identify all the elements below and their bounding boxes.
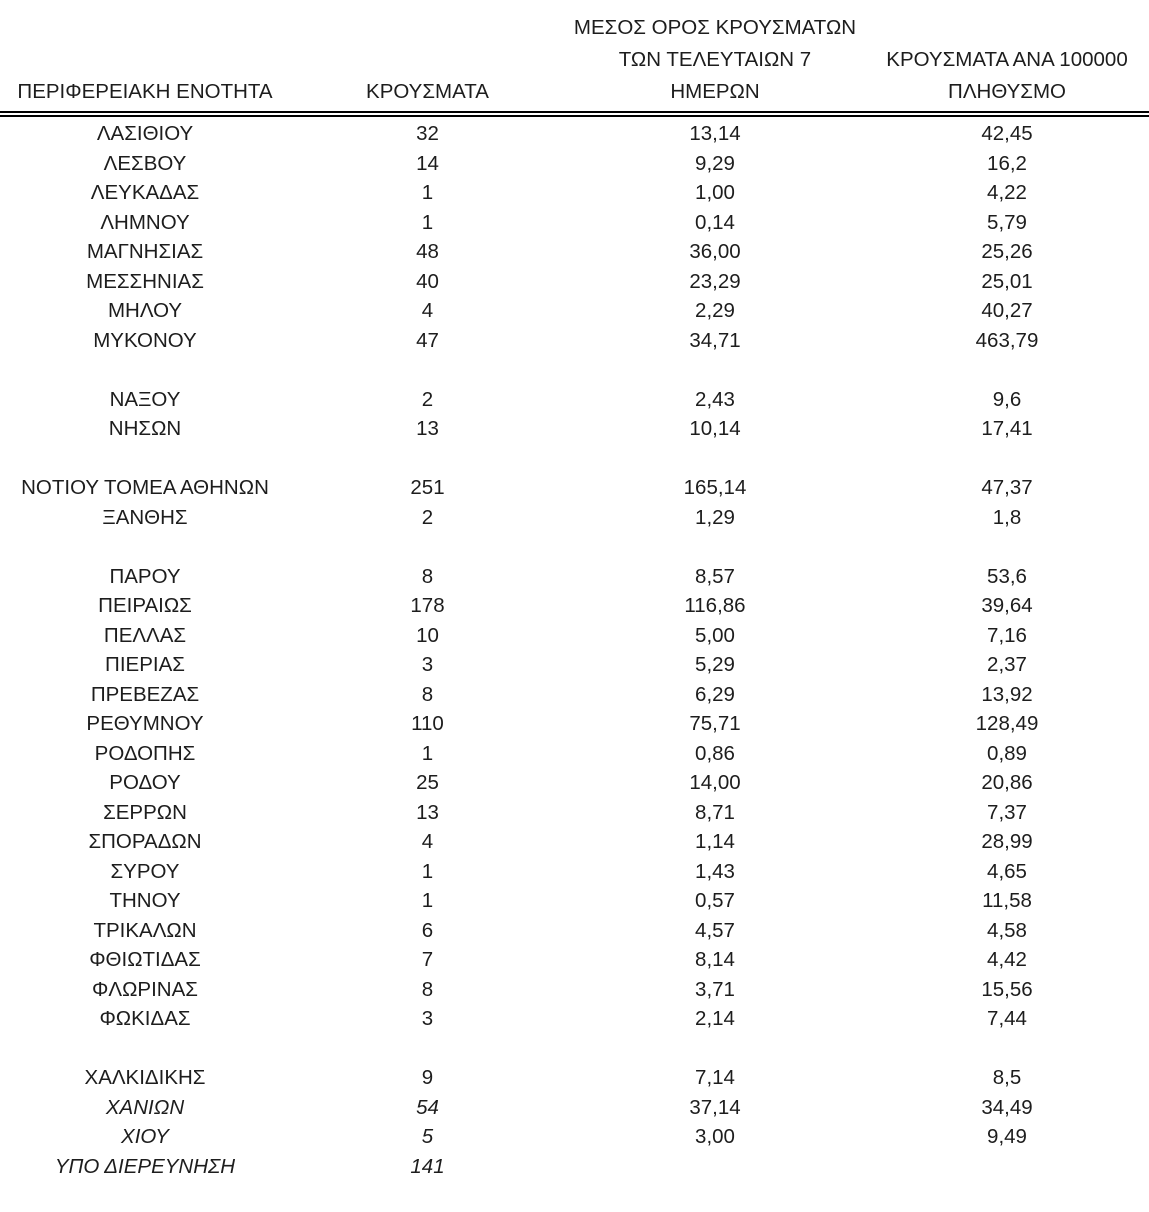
region-cell: ΝΗΣΩΝ [108, 417, 182, 440]
avg7-cell [565, 1152, 865, 1182]
per100k-cell: 0,89 [987, 741, 1027, 765]
cases-cell: 3 [421, 1007, 434, 1030]
per100k-cell: 34,49 [981, 1095, 1033, 1119]
cases-cell: 54 [416, 1095, 439, 1119]
avg7-cell: 5,29 [695, 653, 735, 676]
table-row [0, 114, 1149, 149]
region-cell: ΡΟΔΟΠΗΣ [94, 741, 196, 765]
cases-cell: 1 [421, 859, 434, 883]
avg7-cell: 116,86 [684, 594, 746, 617]
spacer-cell [0, 1034, 1149, 1064]
per100k-cell: 53,6 [987, 564, 1027, 588]
avg7-cell: 2,43 [695, 387, 735, 411]
per100k-cell: 4,58 [987, 918, 1027, 942]
avg7-cell: 7,14 [695, 1066, 735, 1089]
cases-cell: 141 [410, 1154, 445, 1178]
avg7-cell: 8,71 [695, 800, 735, 824]
per100k-cell: 47,37 [981, 476, 1033, 499]
table-row [0, 827, 1149, 857]
table-row [0, 886, 1149, 916]
table-row [0, 798, 1149, 828]
cases-cell: 1 [421, 741, 434, 765]
region-cell: ΛΗΜΝΟΥ [100, 210, 190, 234]
table-row [0, 503, 1149, 533]
per100k-cell: 7,44 [987, 1007, 1027, 1030]
region-cell: ΜΗΛΟΥ [107, 299, 183, 322]
table-row [0, 680, 1149, 710]
avg7-cell: 1,29 [695, 505, 735, 529]
table-row [0, 178, 1149, 208]
cases-cell: 1 [421, 210, 434, 234]
per100k-cell: 9,6 [992, 387, 1022, 411]
cases-cell: 8 [421, 564, 434, 588]
avg7-cell: 13,14 [689, 122, 741, 145]
cases-cell: 14 [416, 151, 439, 175]
region-cell: ΤΗΝΟΥ [109, 889, 181, 912]
avg7-cell: 4,57 [695, 918, 735, 942]
regional-unit-cases-table [0, 12, 1149, 1181]
cases-cell: 13 [416, 800, 439, 824]
per100k-cell: 9,49 [987, 1125, 1027, 1148]
region-cell: ΜΥΚΟΝΟΥ [93, 328, 197, 352]
table-row [0, 916, 1149, 946]
column-header-region-label: ΠΕΡΙΦΕΡΕΙΑΚΗ ΕΝΟΤΗΤΑ [17, 80, 273, 103]
per100k-cell: 7,16 [987, 623, 1027, 647]
avg7-cell: 2,14 [695, 1007, 735, 1030]
spacer-cell [0, 444, 1149, 474]
region-cell: ΛΑΣΙΘΙΟΥ [96, 122, 194, 145]
spacer-cell [0, 355, 1149, 385]
per100k-cell: 4,42 [987, 948, 1027, 971]
region-cell: ΦΩΚΙΔΑΣ [99, 1007, 191, 1030]
per100k-cell: 4,65 [987, 859, 1027, 883]
column-header-cases-label: ΚΡΟΥΣΜΑΤΑ [366, 80, 489, 103]
table-row [0, 591, 1149, 621]
region-cell: ΡΕΘΥΜΝΟΥ [86, 712, 204, 735]
cases-cell: 4 [421, 830, 434, 853]
avg7-cell: 37,14 [689, 1095, 741, 1119]
table-row [0, 149, 1149, 179]
per100k-cell: 25,26 [981, 240, 1033, 263]
table-row [0, 945, 1149, 975]
per100k-cell: 28,99 [981, 830, 1033, 853]
avg7-cell: 0,57 [695, 889, 735, 912]
region-cell: ΝΟΤΙΟΥ ΤΟΜΕΑ ΑΘΗΝΩΝ [21, 476, 269, 499]
column-header-cases [290, 12, 565, 114]
region-cell: ΦΛΩΡΙΝΑΣ [92, 977, 198, 1001]
per100k-cell: 1,8 [992, 505, 1022, 529]
cases-cell: 32 [416, 122, 439, 145]
per100k-cell: 128,49 [975, 712, 1039, 735]
avg7-cell: 3,71 [695, 977, 735, 1001]
per100k-cell: 15,56 [981, 977, 1033, 1001]
per100k-cell [865, 1152, 1149, 1182]
region-cell: ΧΑΛΚΙΔΙΚΗΣ [84, 1066, 206, 1089]
table-row [0, 1152, 1149, 1182]
column-header-avg7-line1: ΜΕΣΟΣ ΟΡΟΣ ΚΡΟΥΣΜΑΤΩΝ [573, 16, 857, 39]
avg7-cell: 14,00 [689, 771, 741, 794]
column-header-per100k-line2: ΠΛΗΘΥΣΜΟ [948, 80, 1066, 103]
table-row [0, 385, 1149, 415]
cases-cell: 8 [421, 682, 434, 706]
cases-cell: 2 [421, 387, 434, 411]
avg7-cell: 23,29 [689, 269, 741, 293]
table-row [0, 237, 1149, 267]
table-row [0, 709, 1149, 739]
per100k-cell: 4,22 [987, 181, 1027, 204]
per100k-cell: 42,45 [981, 122, 1033, 145]
region-cell: ΜΕΣΣΗΝΙΑΣ [86, 269, 204, 293]
region-cell: ΤΡΙΚΑΛΩΝ [93, 918, 197, 942]
per100k-cell: 17,41 [981, 417, 1033, 440]
table-row [0, 739, 1149, 769]
region-cell: ΠΡΕΒΕΖΑΣ [90, 682, 200, 706]
avg7-cell: 5,00 [695, 623, 735, 647]
cases-cell: 251 [410, 476, 445, 499]
region-cell: ΣΕΡΡΩΝ [103, 800, 187, 824]
cases-cell: 178 [410, 594, 445, 617]
cases-cell: 2 [421, 505, 434, 529]
per100k-cell: 16,2 [987, 151, 1027, 175]
per100k-cell: 463,79 [975, 328, 1039, 352]
table-row [0, 473, 1149, 503]
cases-cell: 25 [416, 771, 439, 794]
table-row [0, 650, 1149, 680]
avg7-cell: 0,86 [695, 741, 735, 765]
avg7-cell: 1,14 [695, 830, 735, 853]
cases-cell: 40 [416, 269, 439, 293]
cases-cell: 3 [421, 653, 434, 676]
spacer-row [0, 1034, 1149, 1064]
cases-cell: 4 [421, 299, 434, 322]
avg7-cell: 2,29 [695, 299, 735, 322]
table-row [0, 1093, 1149, 1123]
avg7-cell: 10,14 [689, 417, 741, 440]
region-cell: ΛΕΣΒΟΥ [103, 151, 187, 175]
avg7-cell: 9,29 [695, 151, 735, 175]
cases-cell: 5 [421, 1125, 434, 1148]
cases-cell: 10 [416, 623, 439, 647]
per100k-cell: 20,86 [981, 771, 1033, 794]
region-cell: ΧΙΟΥ [121, 1125, 169, 1148]
cases-cell: 1 [421, 889, 434, 912]
spacer-row [0, 532, 1149, 562]
avg7-cell: 1,00 [695, 181, 735, 204]
column-header-per100k-line1: ΚΡΟΥΣΜΑΤΑ ΑΝΑ 100000 [886, 48, 1128, 71]
per100k-cell: 40,27 [981, 299, 1033, 322]
report-page [0, 12, 1149, 1212]
header-row [0, 12, 1149, 114]
table-row [0, 857, 1149, 887]
avg7-cell: 8,14 [695, 948, 735, 971]
column-header-avg7 [565, 12, 865, 114]
cases-cell: 13 [416, 417, 439, 440]
avg7-cell: 34,71 [689, 328, 741, 352]
region-cell: ΡΟΔΟΥ [109, 771, 181, 794]
per100k-cell: 11,58 [982, 889, 1032, 912]
avg7-cell: 75,71 [689, 712, 741, 735]
region-cell: ΜΑΓΝΗΣΙΑΣ [86, 240, 204, 263]
table-body [0, 114, 1149, 1181]
table-row [0, 562, 1149, 592]
cases-cell: 47 [416, 328, 439, 352]
table-row [0, 296, 1149, 326]
avg7-cell: 0,14 [695, 210, 735, 234]
cases-cell: 7 [421, 948, 434, 971]
region-cell: ΛΕΥΚΑΔΑΣ [90, 181, 200, 204]
region-cell: ΣΠΟΡΑΔΩΝ [88, 830, 202, 853]
region-cell: ΧΑΝΙΩΝ [105, 1095, 185, 1119]
table-row [0, 414, 1149, 444]
per100k-cell: 8,5 [992, 1066, 1022, 1089]
spacer-row [0, 444, 1149, 474]
table-row [0, 1063, 1149, 1093]
cases-cell: 48 [416, 240, 439, 263]
avg7-cell: 1,43 [695, 859, 735, 883]
column-header-avg7-line2: ΤΩΝ ΤΕΛΕΥΤΑΙΩΝ 7 [618, 48, 812, 71]
region-cell: ΦΘΙΩΤΙΔΑΣ [89, 948, 201, 971]
region-cell: ΠΑΡΟΥ [109, 564, 181, 588]
avg7-cell: 8,57 [695, 564, 735, 588]
region-cell: ΥΠΟ ΔΙΕΡΕΥΝΗΣΗ [54, 1154, 236, 1178]
avg7-cell: 3,00 [695, 1125, 735, 1148]
region-cell: ΣΥΡΟΥ [110, 859, 180, 883]
per100k-cell: 2,37 [987, 653, 1027, 676]
column-header-avg7-line3: ΗΜΕΡΩΝ [670, 80, 760, 103]
table-row [0, 1122, 1149, 1152]
cases-cell: 6 [421, 918, 434, 942]
region-cell: ΠΕΛΛΑΣ [103, 623, 187, 647]
cases-cell: 110 [411, 712, 444, 735]
avg7-cell: 6,29 [695, 682, 735, 706]
avg7-cell: 165,14 [683, 476, 747, 499]
table-row [0, 1004, 1149, 1034]
table-row [0, 768, 1149, 798]
spacer-cell [0, 532, 1149, 562]
table-row [0, 975, 1149, 1005]
region-cell: ΞΑΝΘΗΣ [102, 505, 188, 529]
per100k-cell: 25,01 [981, 269, 1033, 293]
cases-cell: 8 [421, 977, 434, 1001]
per100k-cell: 39,64 [981, 594, 1033, 617]
cases-cell: 1 [421, 181, 434, 204]
per100k-cell: 13,92 [981, 682, 1033, 706]
column-header-region [0, 12, 290, 114]
per100k-cell: 7,37 [987, 800, 1027, 824]
table-row [0, 208, 1149, 238]
table-row [0, 621, 1149, 651]
table-row [0, 267, 1149, 297]
cases-cell: 9 [421, 1066, 434, 1089]
region-cell: ΠΙΕΡΙΑΣ [105, 653, 185, 676]
column-header-per100k [865, 12, 1149, 114]
region-cell: ΠΕΙΡΑΙΩΣ [98, 594, 192, 617]
table-row [0, 326, 1149, 356]
region-cell: ΝΑΞΟΥ [109, 387, 181, 411]
per100k-cell: 5,79 [987, 210, 1027, 234]
spacer-row [0, 355, 1149, 385]
avg7-cell: 36,00 [689, 240, 741, 263]
